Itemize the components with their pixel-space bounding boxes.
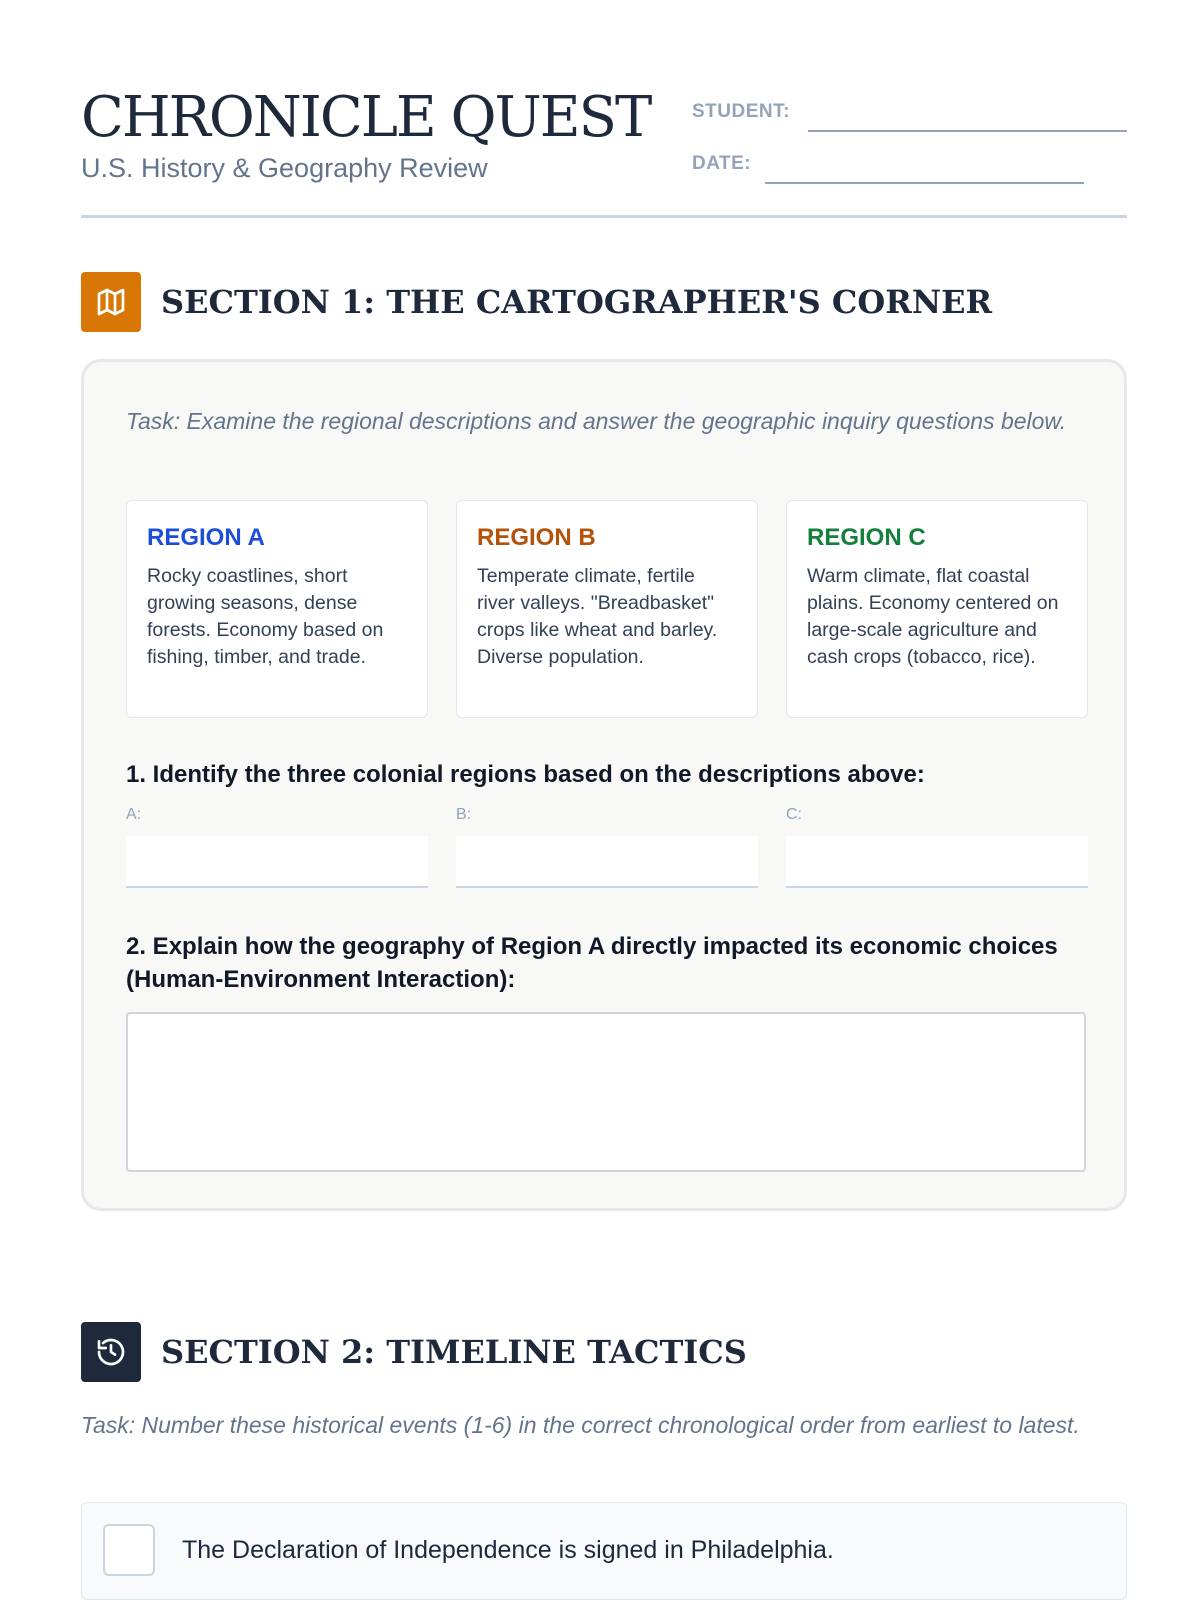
answer-b-label: B: (456, 806, 472, 823)
answer-a-label: A: (126, 806, 142, 823)
region-c-title: REGION C (807, 524, 926, 551)
date-label: DATE: (692, 153, 752, 174)
worksheet-header (81, 80, 1127, 218)
question-2: 2. Explain how the geography of Region A directly impacted its economic choices (Human-Environment Interaction): (126, 933, 1058, 993)
section1-card (81, 359, 1127, 1211)
event-text: The Declaration of Independence is signed in Philadelphia. (182, 1536, 834, 1564)
page-subtitle: U.S. History & Geography Review (81, 153, 488, 183)
question-2-answer-box[interactable] (126, 1012, 1086, 1172)
section1-header (81, 272, 1127, 332)
answer-c-input[interactable] (786, 836, 1088, 888)
event-order-box[interactable] (103, 1524, 155, 1576)
section2-header (81, 1322, 1127, 1382)
region-a-card (126, 500, 428, 718)
question-1: 1. Identify the three colonial regions based on the descriptions above: (126, 761, 925, 788)
answer-c-label: C: (786, 806, 802, 823)
page-title: CHRONICLE QUEST (81, 85, 651, 150)
region-a-title: REGION A (147, 524, 265, 551)
section1-title: SECTION 1: THE CARTOGRAPHER'S CORNER (161, 283, 993, 321)
date-line[interactable] (765, 182, 1084, 184)
region-a-description: Rocky coastlines, short growing seasons, dense forests. Economy based on fishing, timber, and trade. (147, 565, 384, 668)
section1-task: Task: Examine the regional descriptions and answer the geographic inquiry questions below. (126, 408, 1067, 434)
region-b-card (456, 500, 758, 718)
region-c-description: Warm climate, flat coastal plains. Economy centered on large-scale agriculture and cash crops (tobacco, rice). (807, 565, 1059, 668)
timeline-event-row (81, 1502, 1127, 1600)
answer-a-input[interactable] (126, 836, 428, 888)
map-icon (81, 272, 141, 332)
region-c-card (786, 500, 1088, 718)
student-label: STUDENT: (692, 101, 790, 122)
student-name-line[interactable] (808, 130, 1127, 132)
region-b-description: Temperate climate, fertile river valleys. "Breadbasket" crops like wheat and barley. Diverse population. (477, 565, 718, 668)
answer-b-input[interactable] (456, 836, 758, 888)
history-icon (81, 1322, 141, 1382)
section2-task: Task: Number these historical events (1-6) in the correct chronological order from earliest to latest. (81, 1412, 1080, 1438)
region-b-title: REGION B (477, 524, 596, 551)
section2-title: SECTION 2: TIMELINE TACTICS (161, 1333, 747, 1371)
